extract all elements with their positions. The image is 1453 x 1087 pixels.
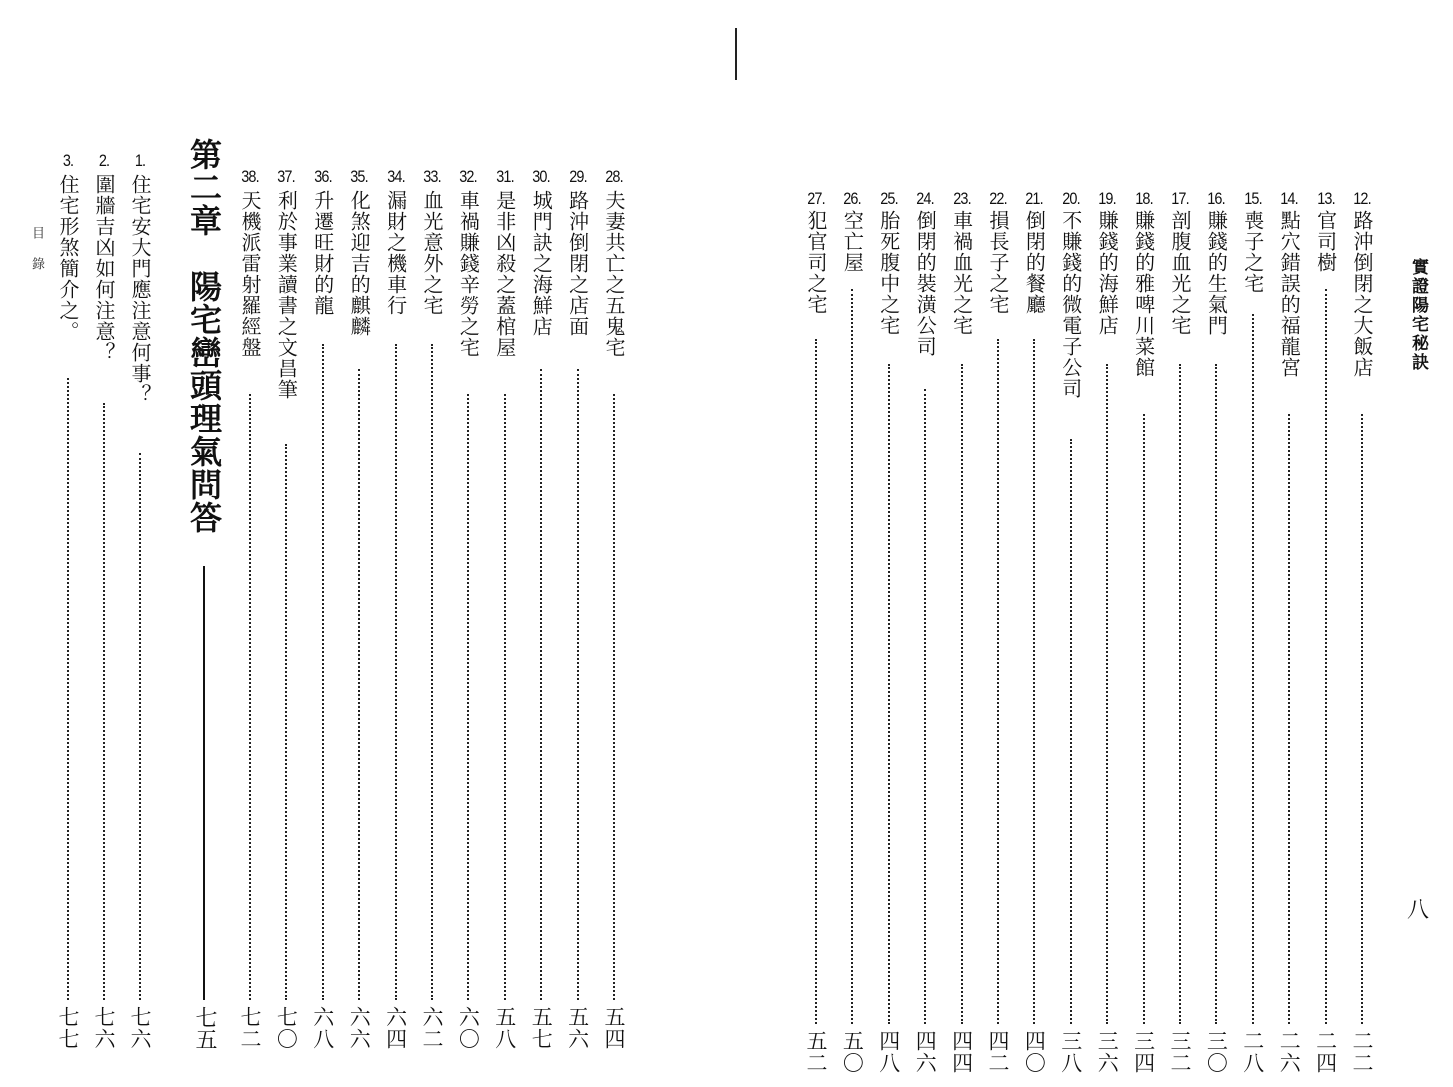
toc-entry	[560, 0, 596, 1087]
dot-leader	[322, 344, 324, 1000]
gutter-line	[735, 28, 737, 80]
dot-leader	[139, 453, 141, 1000]
entry-number: 2.	[98, 151, 110, 170]
dot-leader	[1070, 439, 1072, 1024]
entry-title: 車禍血光之宅	[949, 210, 974, 336]
dot-leader	[924, 389, 926, 1024]
entry-page: 五八	[492, 1006, 517, 1050]
entry-title: 路沖倒閉之店面	[565, 190, 590, 337]
entry-page: 四四	[949, 1030, 974, 1074]
entry-title: 賺錢的雅啤川菜館	[1131, 210, 1156, 378]
chapter-heading	[182, 0, 223, 1087]
dot-leader	[431, 344, 433, 1000]
footer-label: 目錄	[29, 226, 44, 288]
entry-title: 賺錢的海鮮店	[1095, 210, 1120, 336]
entry-number: 25.	[880, 189, 898, 208]
toc-entry	[907, 0, 943, 1087]
toc-entry	[341, 0, 377, 1087]
dot-leader	[1252, 314, 1254, 1024]
entry-number: 13.	[1316, 189, 1335, 208]
entry-page: 三八	[1058, 1030, 1083, 1074]
entry-title: 空亡屋	[840, 210, 865, 273]
entry-page: 五七	[529, 1006, 554, 1050]
entry-number: 15.	[1244, 189, 1262, 208]
entry-page: 六六	[347, 1006, 372, 1050]
entry-page: 五二	[804, 1030, 828, 1074]
entry-number: 28.	[605, 167, 623, 186]
dot-leader	[1325, 289, 1327, 1024]
dot-leader	[285, 444, 287, 1000]
entry-page: 五〇	[840, 1030, 865, 1074]
entry-number: 27.	[807, 189, 825, 208]
entry-page: 六二	[420, 1006, 444, 1050]
entry-number: 12.	[1353, 189, 1371, 208]
dot-leader	[851, 289, 853, 1024]
entry-page: 七六	[128, 1006, 152, 1050]
entry-page: 二二	[1350, 1030, 1374, 1074]
entry-number: 3.	[62, 151, 74, 170]
entry-page: 三二	[1168, 1030, 1192, 1074]
toc-entry	[378, 0, 414, 1087]
entry-title: 城門訣之海鮮店	[529, 190, 554, 337]
toc-entry	[305, 0, 341, 1087]
running-header: 實證陽宅秘訣	[1408, 258, 1428, 372]
entry-title: 喪子之宅	[1240, 210, 1265, 294]
entry-title: 路沖倒閉之大飯店	[1350, 210, 1374, 378]
toc-entry	[980, 0, 1016, 1087]
toc-entry	[1198, 0, 1234, 1087]
toc-entry	[1344, 0, 1380, 1087]
entry-page: 四〇	[1022, 1030, 1047, 1074]
entry-number: 18.	[1134, 189, 1153, 208]
toc-entry	[50, 0, 86, 1087]
entry-title: 升遷旺財的龍	[310, 190, 335, 316]
toc-entry	[1271, 0, 1307, 1087]
chapter-rule	[203, 566, 205, 1000]
entry-title: 倒閉的裝潢公司	[913, 210, 938, 357]
entry-number: 23.	[952, 189, 971, 208]
entry-page: 三六	[1095, 1030, 1120, 1074]
entry-number: 34.	[386, 167, 405, 186]
entry-number: 16.	[1207, 189, 1226, 208]
entry-page: 五四	[602, 1006, 626, 1050]
toc-entry	[871, 0, 907, 1087]
dot-leader	[613, 394, 615, 1000]
entry-page: 七二	[238, 1006, 262, 1050]
toc-entry	[86, 0, 122, 1087]
toc-entry	[834, 0, 870, 1087]
entry-number: 31.	[496, 167, 514, 186]
entry-title: 血光意外之宅	[420, 190, 444, 316]
entry-title: 圍牆吉凶如何注意？	[92, 174, 116, 363]
entry-title: 胎死腹中之宅	[876, 210, 901, 336]
toc-entry	[268, 0, 304, 1087]
dot-leader	[504, 394, 506, 1000]
entry-number: 32.	[459, 167, 478, 186]
entry-number: 35.	[350, 167, 368, 186]
entry-number: 36.	[314, 167, 332, 186]
dot-leader	[1361, 414, 1363, 1024]
dot-leader	[540, 369, 542, 1000]
entry-page: 二四	[1313, 1030, 1338, 1074]
toc-entry	[1016, 0, 1052, 1087]
entry-page: 七〇	[274, 1006, 299, 1050]
entry-number: 38.	[241, 167, 259, 186]
entry-number: 17.	[1171, 189, 1189, 208]
entry-number: 24.	[916, 189, 934, 208]
entry-title: 住宅安大門應注意何事？	[128, 174, 152, 405]
entry-number: 30.	[532, 167, 550, 186]
entry-number: 1.	[134, 151, 146, 170]
entry-title: 損長子之宅	[986, 210, 1010, 315]
entry-page: 三四	[1131, 1030, 1156, 1074]
entry-page: 四二	[986, 1030, 1010, 1074]
entry-title: 車禍賺錢辛勞之宅	[456, 190, 481, 358]
dot-leader	[815, 339, 817, 1024]
dot-leader	[1179, 364, 1181, 1024]
toc-entry	[414, 0, 450, 1087]
dot-leader	[395, 344, 397, 1000]
dot-leader	[888, 364, 890, 1024]
toc-entry	[450, 0, 486, 1087]
entry-number: 37.	[277, 167, 296, 186]
dot-leader	[358, 369, 360, 1000]
entry-page: 三〇	[1204, 1030, 1229, 1074]
dot-leader	[1106, 364, 1108, 1024]
entry-number: 26.	[843, 189, 862, 208]
dot-leader	[997, 339, 999, 1024]
entry-page: 四六	[913, 1030, 938, 1074]
entry-number: 22.	[989, 189, 1007, 208]
toc-entry	[487, 0, 523, 1087]
entry-title: 官司樹	[1313, 210, 1338, 273]
entry-number: 19.	[1098, 189, 1116, 208]
dot-leader	[67, 378, 69, 1000]
entry-title: 夫妻共亡之五鬼宅	[602, 190, 626, 358]
toc-entry	[1053, 0, 1089, 1087]
entry-page: 四八	[876, 1030, 901, 1074]
toc-entry	[122, 0, 158, 1087]
entry-page: 二六	[1277, 1030, 1302, 1074]
toc-entry	[1162, 0, 1198, 1087]
chapter-page: 七五	[192, 1006, 217, 1050]
entry-title: 犯官司之宅	[804, 210, 828, 315]
entry-number: 20.	[1062, 189, 1080, 208]
entry-page: 七七	[56, 1006, 80, 1050]
entry-page: 七六	[92, 1006, 116, 1050]
chapter-title: 第二章 陽宅巒頭理氣問答	[185, 138, 223, 534]
entry-title: 是非凶殺之蓋棺屋	[492, 190, 517, 358]
entry-number: 29.	[568, 167, 587, 186]
entry-title: 不賺錢的微電子公司	[1058, 210, 1083, 399]
dot-leader	[961, 364, 963, 1024]
toc-entry	[1126, 0, 1162, 1087]
entry-number: 33.	[423, 167, 441, 186]
entry-title: 天機派雷射羅經盤	[238, 190, 262, 358]
entry-page: 六八	[310, 1006, 335, 1050]
entry-title: 賺錢的生氣門	[1204, 210, 1229, 336]
entry-title: 漏財之機車行	[383, 190, 408, 316]
entry-title: 化煞迎吉的麒麟	[347, 190, 372, 337]
toc-entry	[596, 0, 632, 1087]
dot-leader	[577, 369, 579, 1000]
entry-title: 住宅形煞簡介之。	[56, 174, 80, 342]
entry-title: 倒閉的餐廳	[1022, 210, 1047, 315]
toc-entry	[232, 0, 268, 1087]
entry-page: 六四	[383, 1006, 408, 1050]
dot-leader	[1033, 339, 1035, 1024]
toc-entry	[1308, 0, 1344, 1087]
entry-page: 五六	[565, 1006, 590, 1050]
page-number: 八	[1406, 898, 1429, 923]
dot-leader	[249, 394, 251, 1000]
entry-number: 14.	[1280, 189, 1298, 208]
dot-leader	[1143, 414, 1145, 1024]
toc-entry	[944, 0, 980, 1087]
entry-number: 21.	[1025, 189, 1044, 208]
toc-entry	[1089, 0, 1125, 1087]
entry-title: 點穴錯誤的福龍宮	[1277, 210, 1302, 378]
dot-leader	[1215, 364, 1217, 1024]
toc-entry	[1235, 0, 1271, 1087]
toc-entry	[798, 0, 834, 1087]
dot-leader	[1288, 414, 1290, 1024]
dot-leader	[103, 403, 105, 1000]
entry-page: 二八	[1240, 1030, 1265, 1074]
dot-leader	[467, 394, 469, 1000]
entry-page: 六〇	[456, 1006, 481, 1050]
toc-entry	[523, 0, 559, 1087]
entry-title: 利於事業讀書之文昌筆	[274, 190, 299, 400]
entry-title: 剖腹血光之宅	[1168, 210, 1192, 336]
